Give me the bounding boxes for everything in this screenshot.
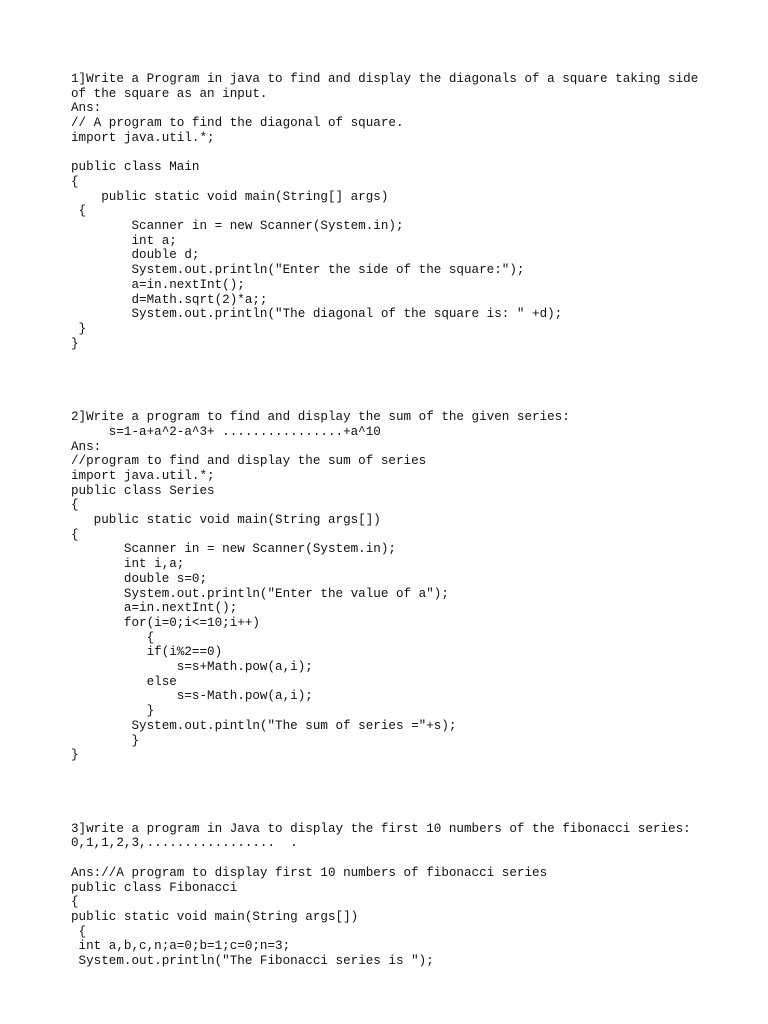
- document-line: [71, 763, 698, 778]
- document-line: }: [71, 748, 79, 763]
- document-line: import java.util.*;: [71, 468, 215, 483]
- document-line: {: [71, 204, 87, 219]
- document-line: [71, 381, 698, 396]
- document-line: s=s+Math.pow(a,i);: [71, 660, 313, 675]
- document-line: Scanner in = new Scanner(System.in);: [71, 542, 396, 557]
- document-line: 0,1,1,2,3,................. .: [71, 836, 298, 851]
- document-line: Ans://A program to display first 10 numbers of fibonacci series: [71, 865, 548, 880]
- document-line: s=s-Math.pow(a,i);: [71, 689, 313, 704]
- document-line: else: [71, 674, 177, 689]
- document-line: 1]Write a Program in java to find and display the diagonals of a square taking side: [71, 72, 699, 86]
- document-line: double d;: [71, 248, 200, 263]
- code-listing: [71, 72, 698, 969]
- document-line: // A program to find the diagonal of square.: [71, 116, 404, 131]
- document-line: }: [71, 733, 140, 748]
- document-line: public class Series: [71, 483, 215, 498]
- document-line: int a,b,c,n;a=0;b=1;c=0;n=3;: [71, 939, 291, 954]
- document-line: System.out.println("The diagonal of the square is: " +d);: [71, 307, 563, 322]
- document-line: public static void main(String args[]): [71, 513, 381, 528]
- document-line: }: [71, 321, 87, 336]
- document-line: System.out.println("Enter the value of a");: [71, 586, 449, 601]
- document-line: System.out.pintln("The sum of series ="+s);: [71, 718, 457, 733]
- document-line: {: [71, 924, 87, 939]
- document-line: [71, 366, 698, 381]
- document-line: [71, 792, 698, 807]
- document-line: //program to find and display the sum of series: [71, 454, 427, 469]
- document-line: 2]Write a program to find and display the sum of the given series:: [71, 410, 570, 425]
- document-line: public class Main: [71, 160, 200, 175]
- document-line: [71, 395, 698, 410]
- document-line: [71, 351, 698, 366]
- document-line: Ans:: [71, 439, 102, 454]
- document-line: a=in.nextInt();: [71, 601, 238, 616]
- document-line: System.out.println("Enter the side of the square:");: [71, 263, 525, 278]
- document-line: [71, 851, 698, 866]
- document-line: of the square as an input.: [71, 86, 268, 101]
- document-line: a=in.nextInt();: [71, 277, 245, 292]
- document-line: {: [71, 498, 79, 513]
- document-line: if(i%2==0): [71, 645, 223, 660]
- document-line: {: [71, 630, 155, 645]
- document-line: double s=0;: [71, 571, 208, 586]
- document-line: System.out.println("The Fibonacci series is ");: [71, 954, 434, 969]
- document-line: {: [71, 174, 79, 189]
- document-line: import java.util.*;: [71, 130, 215, 145]
- document-line: public class Fibonacci: [71, 880, 238, 895]
- document-line: int i,a;: [71, 557, 185, 572]
- document-line: public static void main(String args[]): [71, 909, 359, 924]
- document-line: 3]write a program in Java to display the first 10 numbers of the fibonacci series:: [71, 821, 691, 836]
- document-line: {: [71, 527, 79, 542]
- document-line: [71, 807, 698, 822]
- document-line: int a;: [71, 233, 177, 248]
- document-line: Scanner in = new Scanner(System.in);: [71, 219, 404, 234]
- document-line: Ans:: [71, 101, 102, 116]
- document-line: [71, 778, 698, 793]
- document-line: [71, 146, 698, 161]
- document-line: s=1-a+a^2-a^3+ ................+a^10: [71, 424, 381, 439]
- document-line: for(i=0;i<=10;i++): [71, 615, 260, 630]
- document-line: {: [71, 895, 79, 910]
- document-line: public static void main(String[] args): [71, 189, 389, 204]
- document-line: }: [71, 704, 155, 719]
- document-line: d=Math.sqrt(2)*a;;: [71, 292, 268, 307]
- document-line: }: [71, 336, 79, 351]
